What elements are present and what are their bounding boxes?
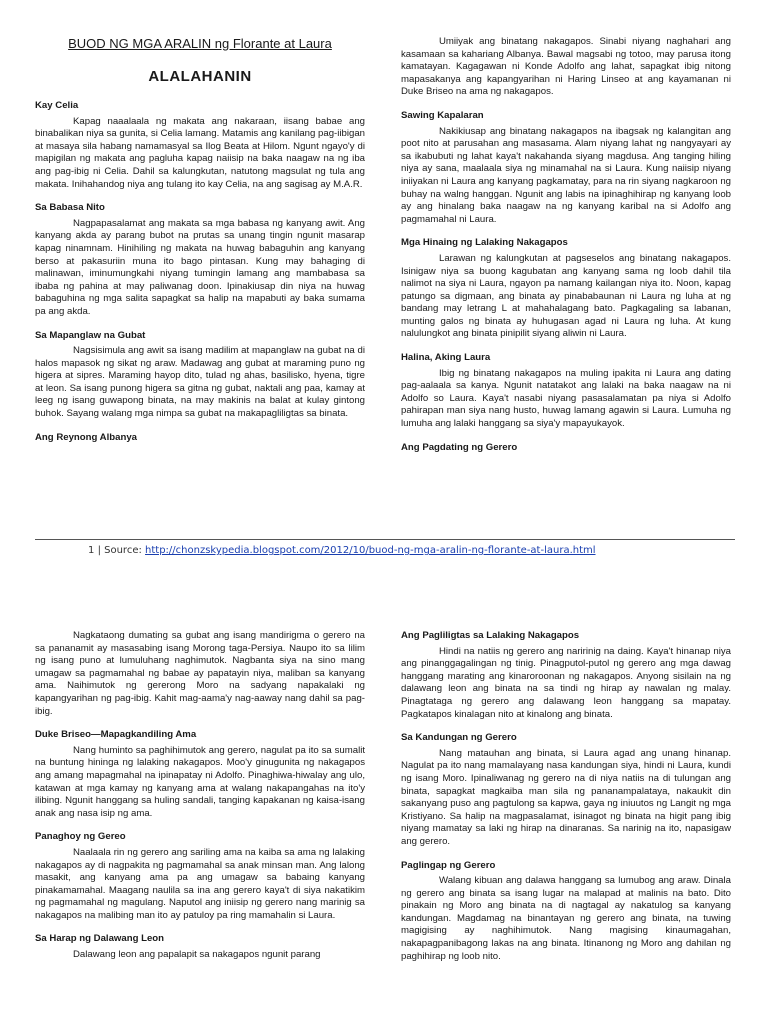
section-heading: Kay Celia	[35, 100, 79, 111]
page1-right-column	[401, 36, 731, 465]
section-panaghoy-ng-gereo	[35, 831, 365, 922]
section-sa-babasa-nito	[35, 202, 365, 318]
section-sa-mapanglaw-na-gubat	[35, 330, 365, 421]
section-ang-pagliligtas	[401, 630, 731, 721]
footnote-divider	[35, 539, 735, 540]
footnote	[88, 545, 596, 556]
section-heading: Sawing Kapalaran	[401, 109, 484, 121]
footnote-number: 1	[88, 545, 95, 556]
section-paragraph: Naalaala rin ng gerero ang sariling ama na kaiba sa ama ng lalaking nakagapos ay di nagpakita ng pagmamahal sa anak minsan man. Ang lalong masakit, ang kanyang ama pa ang umagaw sa babaing kanyang pinakamamahal. Maagang naulila sa ina ang gerero kaya't di siya nakatikim ng pagmamahal ng magulang. Naputol ang iniisip ng gerero nang marinig sa nakagapos na malibing man ito ay patuloy pa ring mamahalin si Laura.	[35, 846, 365, 921]
section-heading: Halina, Aking Laura	[401, 352, 491, 364]
section-paragraph: Nakikiusap ang binatang nakagapos na ibagsak ng kalangitan ang poot nito at parusahan ang masasama. Alam niyang lahat ng nangyayari ay sa ikabubuti ng lahat kaya't nakahanda siyang magdusa. Ang tanging hiling niya ay sana, maalaala siya ng minamahal na si Laura. Kung naiisip niyang iniiyakan ni Laura ang kanyang pagkamatay, para na rin siyang nagkaroon ng buhay na walng hanggan. Ngunit ang labis na ipinaghihirap ng kanyang loob ay ang hinalang baka naagaw na ng kanyang karibal na si Adolfo ang pagmamahal ni Laura.	[401, 125, 731, 225]
section-paragraph: Ibig ng binatang nakagapos na muling ipakita ni Laura ang dating pag-aalaala sa kanya. Ngunit natatakot ang lalaki na baka naagaw na ni Adolfo so Laura. Kaya't nasabi niyang pasasalamatan pa niya si Adolfo pahirapan man siya nang husto, huwag lamang agawin si Laura. Lumuha ng lumuha ang lalaki hanggang sa siya'y mapayukayok.	[401, 367, 731, 430]
section-heading: Mga Hinaing ng Lalaking Nakagapos	[401, 237, 568, 249]
section-ang-pagdating-ng-gerero	[401, 442, 731, 455]
section-mga-hinaing	[401, 237, 731, 341]
footnote-label: Source:	[104, 545, 142, 556]
section-sa-harap-ng-dalawang-leon	[35, 933, 365, 961]
document-page-2	[0, 570, 768, 1024]
section-sa-kandungan-ng-gerero	[401, 732, 731, 848]
section-heading: Sa Mapanglaw na Gubat	[35, 329, 146, 341]
section-paragraph: Nagsisimula ang awit sa isang madilim at mapanglaw na gubat na di halos mapasok ng sikat ng araw. Madawag ang gubat at maraming puno ng higera at sipres. Maraming hayop dito, tulad ng ahas, basilisko, hyena, tigre at leon. Sa isang punong higera sa gitna ng gubat, naktali ang paa, kamay at leeg ng isang guwapong binata, na may makinis na balat at kulay gintong buhok. Sayang walang mga nimpa sa gubat na makapagliligtas sa binata.	[35, 345, 365, 420]
section-paragraph: Larawan ng kalungkutan at pagseselos ang binatang nakagapos. Isinigaw niya sa buong kagubatan ang kanyang sama ng loob dahil tila nalimot na siya ni Laura, ngayon pa namang kailangan niya ito. Noon, kapag patungo sa digmaan, ang binata ay pinababaunan ni Laura ng luha at ng bandang may letrang L at mahahalagang bato. Pagkagaling sa labanan, munting galos ng binata ay huhugasan agad ni Laura ng luha. At kung nalulungkot ang binata pinipilit siyang aliwin ni Laura.	[401, 252, 731, 340]
section-paragraph: Nang matauhan ang binata, si Laura agad ang unang hinanap. Nagulat pa ito nang mamalayang nasa kandungan siya, hindi ni Laura, kundi ng isang Moro. Ipinaliwanag ng gerero na di niya natiis na di tulungan ang binata, sapagkat magkaiba man sila ng pananampalataya, nakaukit din sakanyang puso ang pagtulong sa kapwa, gaya ng iniuutos ng Langit ng mga Kristiyano. Sa halip na magpasalamat, isinagot ng binata na higit pang ibig niyang mamatay sa laki ng hirap na dinaranas. Sa narinig na ito, napasigaw ang gerero.	[401, 747, 731, 847]
section-paragraph: Nagpapasalamat ang makata sa mga babasa ng kanyang awit. Ang kanyang akda ay parang bubot na prutas sa unang tingin ngunit masarap kapag ninamnam. Hinihiling ng makata na huwag babaguhin ang kanyang berso at pakasuriin muna ito bago pintasan. Kung may bahaging di malinawan, iminumungkahi niyang tumingin lamang ang mambabasa sa ibaba ng pahina at may paliwanag doon. Ipinakiusap din niya na huwag babaguhina ng mga salita sapagkat sa halip na mapabuti ay baka sumama pa ang akda.	[35, 217, 365, 317]
page1-left-column	[35, 36, 365, 455]
document-subtitle: ALALAHANIN	[148, 68, 252, 85]
section-heading: Ang Pagdating ng Gerero	[401, 441, 518, 453]
section-halina-aking-laura	[401, 352, 731, 431]
section-paragraph: Kapag naaalaala ng makata ang nakaraan, iisang babae ang binabalikan niya sa gunita, si Celia lamang. Matamis ang kanilang pag-iibigan at masaya sila habang namamasyal sa Ilog Beata at Hilom. Ngunt ngayo'y di mapigilan ng makata ang pagluha kapag naiisip na baka naagaw na ng iba ang pag-ibig ni Celia. Dahil sa kalungkutan, natutong magsulat ng tula ang makata. Inihahandog niya ang tulang ito kay Celia, na ang sagisag ay M.A.R.	[35, 115, 365, 190]
section-kay-celia	[35, 100, 365, 191]
footnote-separator: |	[97, 545, 101, 556]
section-heading: Ang Pagliligtas sa Lalaking Nakagapos	[401, 630, 580, 641]
section-ang-reynong-albanya	[35, 432, 365, 445]
section-paragraph: Nang huminto sa paghihimutok ang gerero, nagulat pa ito sa sumalit na buntung hininga ng lalaking nakagapos. Moo'y ginugunita ng nakagapos ang amang mapagmahal na ipinapatay ni Adolfo. Pinaghiwa-hiwalay ang ulo, katawan at mga kamay ng kanyang ama at walang nakapangahas na ito'y ilibing. Ngunit hanggang sa huling sandali, tanging kapakanan ng kaisa-isang anak ang nasa isip ng ama.	[35, 744, 365, 819]
section-heading: Sa Kandungan ng Gerero	[401, 732, 517, 744]
section-paragraph: Nagkataong dumating sa gubat ang isang mandirigma o gerero na sa pananamit ay masasabing isang Morong taga-Persiya. Naupo ito sa lilim ng isang puno at lumuluhang naghimutok. Nagbanta siya na sino mang umagaw sa pagmamahal ng babae ay papatayin niya, maliban sa kanyang ama. Naihimutok ng gererong Moro na sadyang napakalaki ng kapangyarihan ng pag-ibig. Kahit mag-aama'y nag-aaway nang dahil sa pag-ibig.	[35, 630, 365, 717]
section-duke-briseo	[35, 729, 365, 820]
section-albanya-continued	[401, 36, 731, 99]
section-heading: Sa Harap ng Dalawang Leon	[35, 933, 165, 945]
section-paglingap-ng-gerero	[401, 860, 731, 964]
source-link[interactable]: http://chonzskypedia.blogspot.com/2012/10/buod-ng-mga-aralin-ng-florante-at-laura.html	[145, 545, 596, 556]
section-paragraph: Dalawang leon ang papalapit sa nakagapos ngunit parang	[73, 949, 321, 961]
document-title: BUOD NG MGA ARALIN ng Florante at Laura	[68, 36, 332, 51]
section-heading: Panaghoy ng Gereo	[35, 831, 126, 843]
page2-left-column	[35, 630, 365, 973]
section-paragraph: Hindi na natiis ng gerero ang naririnig na daing. Kaya't hinanap niya ang pinanggagalingan ng tinig. Pinagputol-putol ng gerero ang mga dawag hanggang marating ang kinaroroonan ng nakagapos. Anyong sisilain na ng dalawang leon ang binata na sa tindi ng hirap ay nawalan ng malay. Pinagtataga ng gerero ang dalawang leon hanggang sa mapatay. Pagkatapos kinalagan nito at kinalong ang binata.	[401, 645, 731, 720]
section-paragraph: Umiiyak ang binatang nakagapos. Sinabi niyang naghahari ang kasamaan sa kahariang Albanya. Bawal magsabi ng totoo, may parusa itong kamatayan. Kagagawan ni Konde Adolfo ang lahat, sapagkat ibig nitong mapasakanya ang kapangyarihan ni Haring Linseo at ang kayamanan ni Duke Briseo na ama ng nakagapos.	[401, 36, 731, 98]
section-heading: Paglingap ng Gerero	[401, 859, 496, 871]
section-sawing-kapalaran	[401, 110, 731, 226]
section-paragraph: Walang kibuan ang dalawa hanggang sa lumubog ang araw. Dinala ng gerero ang binata sa isang lugar na malapad at malinis na bato. Dito pinakain ng Moro ang binata na di nagtagal ay nakatulog sa kanyang kandungan. Magdamag na binantayan ng gerero ang binata, na tuwing magigising ay naghihimutok. Nang magising kinaumagahan, nakapagpanibagong lakas na ang binata. Itinanong ng Moro ang dahilan ng paghihirap ng loob nito.	[401, 875, 731, 962]
section-heading: Duke Briseo—Mapagkandiling Ama	[35, 729, 197, 741]
section-heading: Ang Reynong Albanya	[35, 431, 137, 443]
section-gerero-arrival-continued	[35, 630, 365, 718]
section-heading: Sa Babasa Nito	[35, 202, 105, 214]
page2-right-column	[401, 630, 731, 974]
